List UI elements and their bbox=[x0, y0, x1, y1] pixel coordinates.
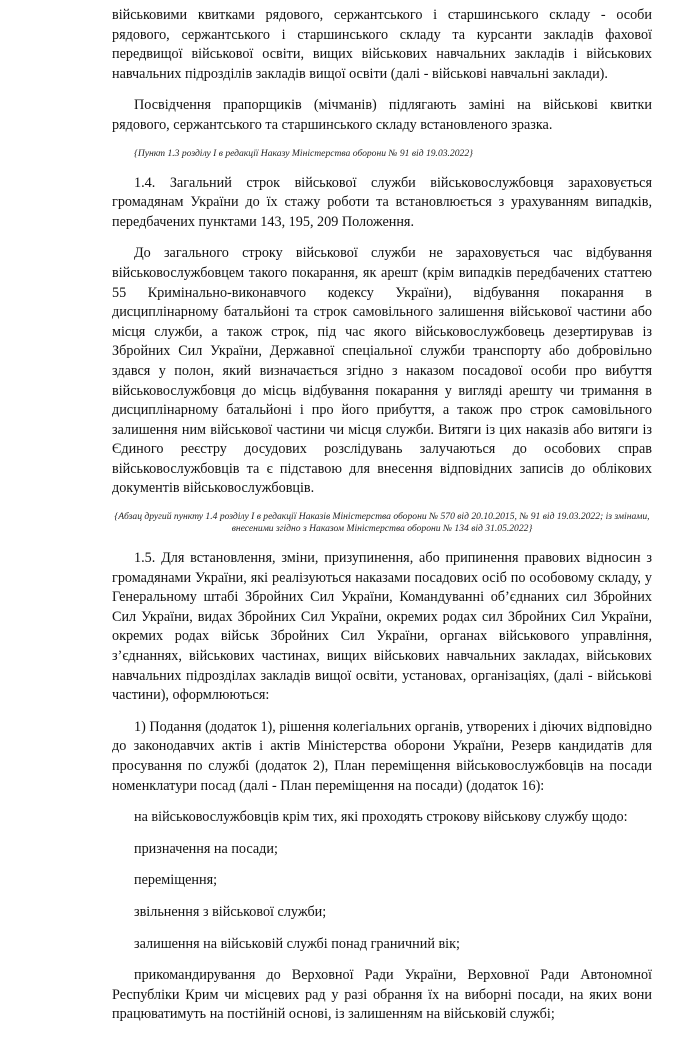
paragraph-1-4: 1.4. Загальний строк військової служби військовослужбовця зараховується громадянам України до їх стажу роботи та встановлюється з урахуванням випадків, передбачених пунктами 143, 195, 209 Положення. bbox=[112, 174, 652, 230]
document-page bbox=[112, 6, 652, 1037]
paragraph-item-1: 1) Подання (додаток 1), рішення колегіальних органів, утворених і діючих відповідно до законодавчих актів і актів Міністерства оборони України, Резерв кандидатів для просування по службі (додаток 2), План переміщення військовослужбовців на посади номенклатури посад (далі - План переміщення на посади) (додаток 16): bbox=[112, 718, 652, 794]
list-item-transfer: переміщення; bbox=[134, 872, 218, 889]
amendment-note-1-3: {Пункт 1.3 розділу I в редакції Наказу Міністерства оборони № 91 від 19.03.2022} bbox=[134, 147, 473, 159]
paragraph-ensign-certificates: Посвідчення прапорщиків (мічманів) підлягають заміні на військові квитки рядового, сержантського та старшинського складу встановленого зразка. bbox=[112, 97, 652, 133]
paragraph-service-term-exclusions: До загального строку військової служби не зараховується час відбування військовослужбовцем такого покарання, як арешт (крім випадків передбачених статтею 55 Кримінально-виконавчого кодексу України), відбування покарання в дисциплінарному батальйоні та строк самовільного залишення військової частини або місця служби, а також строк, під час якого військовослужбовець дезертирував із Збройних Сил України, Державної спеціальної служби транспорту або добровільно здався у полон, який визначається згідно з наказом посадової особи про вибуття військовослужбовця до місць відбування покарання у вигляді арешту чи тримання в дисциплінарному батальйоні і про його прибуття, а також про строк самовільного залишення ним військової частини чи місця служби. Витяги із цих наказів або витяги із Єдиного реєстру досудових розслідувань залучаються до особових справ військовослужбовців та є підставою для внесення відповідних записів до облікових документів військовослужбовців. bbox=[112, 245, 652, 497]
list-item-dismissal: звільнення з військової служби; bbox=[134, 903, 327, 920]
paragraph-military-tickets: військовими квитками рядового, сержантського і старшинського складу - особи рядового, сержантського і старшинського складу та курсанти закладів фахової передвищої військової освіти, вищих військових навчальних закладів і військових навчальних підрозділів закладів вищої освіти (далі - військові навчальні заклади). bbox=[112, 7, 652, 82]
list-intro: на військовослужбовців крім тих, які проходять строкову військову службу щодо: bbox=[134, 809, 628, 826]
list-item-age-limit: залишення на військовій службі понад граничний вік; bbox=[134, 935, 460, 952]
list-item-appointment: призначення на посади; bbox=[134, 840, 278, 857]
paragraph-1-5: 1.5. Для встановлення, зміни, призупинення, або припинення правових відносин з громадянами України, які реалізуються наказами посадових осіб по особовому складу, у Генеральному штабі Збройних Сил України, Командуванні об’єднаних сил Збройних Сил України, видах Збройних Сил України, окремих родах сил Збройних Сил України, окремих родах військ Збройних Сил України, органах військового управління, з’єднаннях, військових частинах, вищих військових навчальних закладах, військових навчальних підрозділах закладів вищої освіти, установах, організаціях, (далі - військові частини), оформлюються: bbox=[112, 550, 652, 704]
list-item-secondment: прикомандирування до Верховної Ради України, Верховної Ради Автономної Республіки Крим чи місцевих рад у разі обрання їх на виборні посади, на яких вони працюватимуть на постійній основі, із залишенням на військовій службі; bbox=[112, 967, 652, 1023]
amendment-note-1-4: {Абзац другий пункту 1.4 розділу I в редакції Наказів Міністерства оборони № 570 від 20.10.2015, № 91 від 19.03.2022; із змінами, внесеними згідно з Наказом Міністерства оборони № 134 від 31.05.2022} bbox=[114, 511, 650, 535]
